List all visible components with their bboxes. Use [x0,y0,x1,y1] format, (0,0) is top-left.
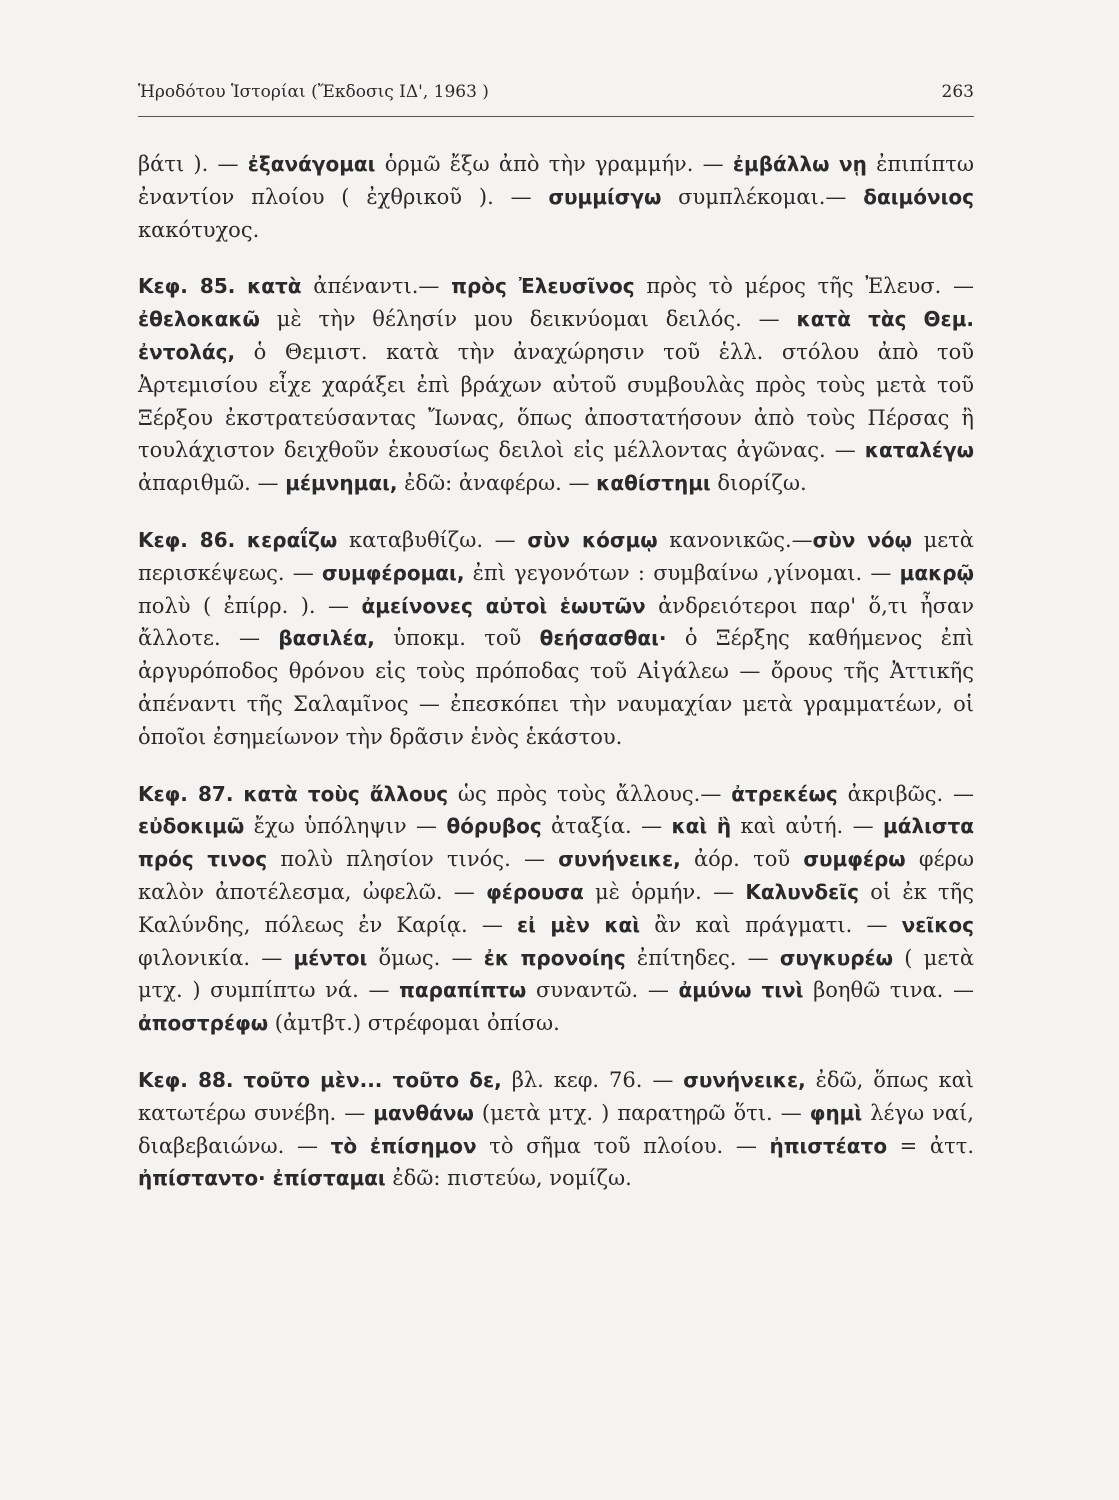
page-number: 263 [941,82,974,102]
gloss-text: κανονικῶς.— [657,527,813,552]
gloss-text: συμπλέκομαι.— [661,184,864,209]
paragraph-intro [138,148,974,246]
headword: συνήνεικε, [683,1067,806,1092]
gloss-text: μετὰ περισκέψεως. — [138,527,974,585]
gloss-text: ἀνδρειότεροι παρ' ὅ,τι ἦσαν ἄλλοτε. — [138,593,975,651]
gloss-text [234,1068,244,1092]
headword: σὺν νόῳ [812,527,913,552]
gloss-text: ὑποκμ. τοῦ [374,626,540,651]
headword: ἐμβάλλω νῃ [732,152,867,176]
gloss-text: καὶ αὐτή. — [731,814,883,839]
gloss-text: βοηθῶ τινα. — [803,978,975,1003]
headword: βασιλέα, [278,626,375,651]
header-rule [138,116,974,117]
headword: νεῖκος [901,912,974,937]
paragraph-chapter-85 [138,270,974,500]
headword: μακρῷ [899,560,975,585]
headword: συμμίσγω [548,184,662,209]
headword: μέμνημαι, [285,471,398,496]
gloss-text: διορίζω. [710,471,807,496]
headword: θόρυβος [446,814,542,839]
headword: ἀτρεκέως [731,781,838,806]
headword: συγκυρέω [779,945,894,970]
headword: δαιμόνιος [863,184,974,209]
headword: σὺν κόσμῳ [527,527,658,552]
gloss-text: ὡς πρὸς τοὺς ἄλλους.— [448,781,732,806]
gloss-text: τὸ σῆμα τοῦ πλοίου. — [476,1133,770,1158]
headword: τὸ ἐπίσημον [330,1133,477,1158]
headword: συμφέρομαι, [321,560,465,585]
gloss-text [233,782,243,806]
headword: φέρουσα [486,879,584,904]
headword: κατὰ [247,274,302,299]
gloss-text: ἂν καὶ πράγματι. — [640,912,902,937]
gloss-text: ἐπίτηδες. — [625,945,780,970]
gloss-text: ἐπὶ γεγονότων : συμβαίνω ,γίνομαι. — [464,560,900,585]
gloss-text: = ἀττ. [887,1133,974,1158]
gloss-text: ὁ Θεμιστ. κατὰ τὴν ἀναχώρησιν τοῦ ἑλλ. στόλου ἀπὸ τοῦ Ἀρτεμισίου εἶχε χαράξει ἐπὶ βράχων αὐτοῦ συμβουλὰς πρὸς τοὺς μετὰ τοῦ Ξέρξου ἐκστρατεύσαντας Ἴωνας, ὅπως ἀποστατήσουν ἀπὸ τοὺς Πέρσας ἢ τουλάχιστον δειχθοῦν ἑκουσίως δειλοὶ εἰς μέλλοντας ἀγῶνας. — [138,339,974,463]
headword: Κεφ. 85. [138,274,236,299]
headword: πρὸς Ἐλευσῖνος [451,274,635,299]
running-title: Ἡροδότου Ἱστορίαι (Ἔκδοσις ΙΔ', 1963 ) [138,82,489,102]
headword: τοῦτο μὲν... τοῦτο δε, [243,1067,502,1092]
gloss-text: ἀπαριθμῶ. — [138,471,286,496]
gloss-text: βάτι ). — [138,152,248,176]
headword: ἐκ προνοίης [483,945,626,970]
gloss-text: μὲ τὴν θέλησίν μου δεικνύομαι δειλός. — [259,307,797,332]
gloss-text: (μετὰ μτχ. ) παρατηρῶ ὅτι. — [473,1100,810,1125]
gloss-text: λέγω ναί, διαβεβαιώνω. — [138,1100,974,1158]
gloss-text: κακότυχος. [138,217,260,242]
gloss-text: ὁ Ξέρξης καθήμενος ἐπὶ ἀργυρόποδος θρόνου εἰς τοὺς πρόποδας τοῦ Αἰγάλεω — ὄρους τῆς Ἀττικῆς ἀπέναντι τῆς Σαλαμῖνος — ἐπεσκόπει τὴν ναυμαχίαν μετὰ γραμματέων, οἱ ὁποῖοι ἐσημείωνον τὴν δρᾶσιν ἑνὸς ἑκάστου. [138,626,975,749]
commentary-body [138,148,974,1195]
gloss-text: βλ. κεφ. 76. — [501,1067,684,1092]
headword: ἐθελοκακῶ [138,307,260,332]
headword: κατὰ τὰς Θεμ. ἐντολάς, [138,307,975,364]
headword: ἠπιστέατο [769,1133,888,1158]
gloss-text: ὅμως. — [367,945,484,970]
headword: ἐξανάγομαι [247,152,376,176]
gloss-text: ἀόρ. τοῦ [680,847,804,872]
gloss-text: (ἀμτβτ.) στρέφομαι ὀπίσω. [268,1011,560,1036]
gloss-text: ἐδῶ: ἀναφέρω. — [397,471,597,496]
gloss-text: φέρω καλὸν ἀποτέλεσμα, ὠφελῶ. — [138,847,974,904]
headword: καταλέγω [864,438,974,463]
gloss-text: πρὸς τὸ μέρος τῆς Ἐλευσ. — [634,274,975,299]
running-header [138,82,974,102]
headword: Κεφ. 87. [138,781,234,806]
headword: ἠπίσταντο· ἐπίσταμαι [138,1166,386,1191]
headword: φημὶ [809,1100,863,1125]
gloss-text: ὁρμῶ ἔξω ἀπὸ τὴν γραμμήν. — [375,152,733,176]
gloss-text: πολὺ ( ἐπίρρ. ). — [138,593,362,618]
headword: Κεφ. 88. [138,1067,234,1092]
headword: Κεφ. 86. [138,527,236,552]
headword: μανθάνω [373,1100,474,1125]
gloss-text: ἀκριβῶς. — [837,781,975,806]
gloss-text: οἱ ἐκ τῆς Καλύνδης, πόλεως ἐν Καρίᾳ. — [138,879,974,937]
headword: ἀμύνω τινὶ [678,978,804,1003]
headword: θεήσασθαι· [539,626,667,651]
headword: μάλιστα πρός τινος [138,814,974,872]
headword: καθίστημι [596,471,711,496]
headword: συνήνεικε, [558,847,681,872]
gloss-text: μὲ ὁρμήν. — [583,879,746,904]
gloss-text [235,528,247,552]
headword: κεραΐζω [246,527,338,552]
gloss-text: καταβυθίζω. — [337,527,528,552]
headword: Καλυνδεῖς [745,879,859,904]
gloss-text: φιλονικία. — [138,945,294,970]
gloss-text [235,274,247,298]
headword: ἀποστρέφω [138,1011,269,1036]
gloss-text: ( μετὰ μτχ. ) συμπίπτω νά. — [138,945,974,1003]
headword: κατὰ τοὺς ἄλλους [243,781,449,806]
headword: παραπίπτω [399,978,527,1003]
paragraph-chapter-87 [138,778,974,1040]
headword: μέντοι [293,945,368,970]
gloss-text: ἐδῶ: πιστεύω, νομίζω. [385,1166,632,1191]
gloss-text: ἐδῶ, ὅπως καὶ κατωτέρω συνέβη. — [138,1067,974,1125]
gloss-text: ἀταξία. — [541,814,672,839]
gloss-text: συναντῶ. — [526,978,679,1003]
headword: καὶ ἣ [671,814,732,839]
headword: συμφέρω [803,847,906,872]
headword: εἰ μὲν καὶ [517,912,641,937]
paragraph-chapter-88 [138,1064,974,1195]
paragraph-chapter-86 [138,524,974,754]
headword: ἀμείνονες αὐτοὶ ἑωυτῶν [361,593,646,618]
gloss-text: πολὺ πλησίον τινός. — [267,847,559,872]
gloss-text: ἔχω ὑπόληψιν — [244,814,447,839]
gloss-text: ἀπέναντι.— [301,274,452,299]
gloss-text: ἐπιπίπτω ἐναντίον πλοίου ( ἐχθρικοῦ ). — [138,152,975,209]
headword: εὐδοκιμῶ [138,814,245,839]
